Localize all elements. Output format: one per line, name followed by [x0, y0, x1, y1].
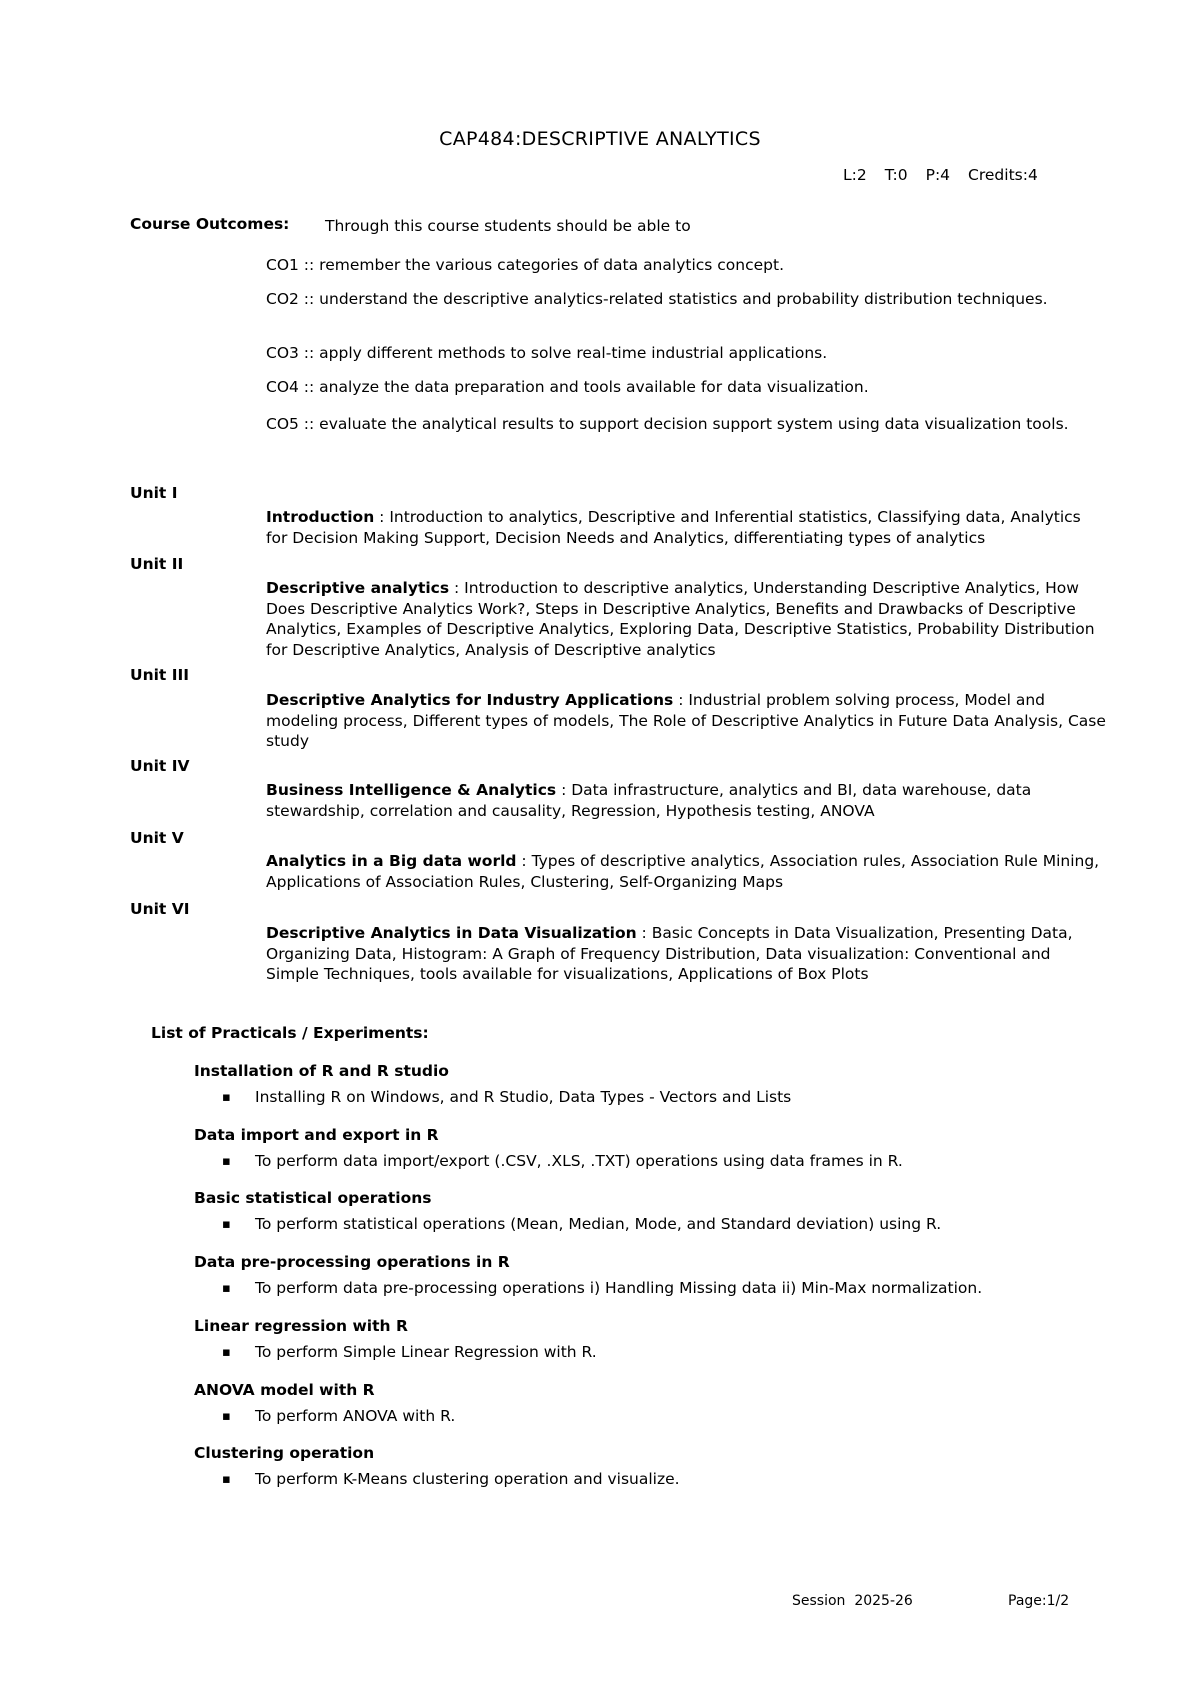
course-outcome-5: CO5 :: evaluate the analytical results to support decision support system using data visualization tools. [266, 415, 1069, 433]
unit-content [266, 780, 1106, 821]
credit-structure [843, 166, 1038, 184]
experiment-item: To perform statistical operations (Mean, Median, Mode, and Standard deviation) using R. [255, 1215, 942, 1233]
experiment-item: To perform Simple Linear Regression with R. [255, 1343, 597, 1361]
unit-topics: Introduction to analytics, Descriptive and Inferential statistics, Classifying data, Analytics for Decision Making Support, Decision Needs and Analytics, differentiating types of analytics [266, 508, 1081, 547]
lecture-hours: L:2 [843, 166, 867, 184]
experiment-title: Data import and export in R [194, 1126, 439, 1144]
bullet-icon: ▪ [222, 1281, 231, 1296]
course-title: CAP484:DESCRIPTIVE ANALYTICS [439, 128, 761, 150]
unit-separator: : [556, 781, 572, 799]
unit-label: Unit IV [130, 757, 190, 775]
unit-separator: : [673, 691, 689, 709]
practicals-title: List of Practicals / Experiments: [151, 1024, 429, 1042]
experiment-item: To perform ANOVA with R. [255, 1407, 456, 1425]
unit-heading: Introduction [266, 508, 375, 526]
unit-heading: Business Intelligence & Analytics [266, 781, 557, 799]
credits: Credits:4 [968, 166, 1038, 184]
experiment-title: Installation of R and R studio [194, 1062, 449, 1080]
course-outcome-2: CO2 :: understand the descriptive analytics-related statistics and probability distribution techniques. [266, 290, 1048, 308]
experiment-item: To perform data import/export (.CSV, .XLS, .TXT) operations using data frames in R. [255, 1152, 903, 1170]
experiment-item: To perform data pre-processing operations i) Handling Missing data ii) Min-Max normalization. [255, 1279, 983, 1297]
unit-topics: Data infrastructure, analytics and BI, data warehouse, data stewardship, correlation and causality, Regression, Hypothesis testing, ANOVA [266, 781, 1032, 820]
experiment-item: Installing R on Windows, and R Studio, Data Types - Vectors and Lists [255, 1088, 792, 1106]
unit-separator: : [516, 852, 532, 870]
unit-heading: Descriptive Analytics for Industry Applications [266, 691, 674, 709]
unit-topics: Basic Concepts in Data Visualization, Presenting Data, Organizing Data, Histogram: A Graph of Frequency Distribution, Data visualization: Conventional and Simple Techniques, tools available for visualizations, Applications of Box Plots [266, 924, 1073, 983]
unit-separator: : [449, 579, 465, 597]
unit-content [266, 923, 1106, 985]
unit-content [266, 578, 1106, 660]
unit-label: Unit I [130, 484, 178, 502]
bullet-icon: ▪ [222, 1345, 231, 1360]
unit-separator: : [636, 924, 652, 942]
experiment-title: Basic statistical operations [194, 1189, 432, 1207]
course-outcome-3: CO3 :: apply different methods to solve real-time industrial applications. [266, 344, 828, 362]
tutorial-hours: T:0 [884, 166, 908, 184]
unit-separator: : [374, 508, 390, 526]
unit-heading: Descriptive analytics [266, 579, 450, 597]
experiment-item: To perform K-Means clustering operation and visualize. [255, 1470, 680, 1488]
course-outcome-1: CO1 :: remember the various categories of data analytics concept. [266, 256, 785, 274]
course-outcome-4: CO4 :: analyze the data preparation and tools available for data visualization. [266, 378, 869, 396]
bullet-icon: ▪ [222, 1090, 231, 1105]
bullet-icon: ▪ [222, 1409, 231, 1424]
unit-content [266, 507, 1106, 548]
page-number: Page:1/2 [1008, 1593, 1070, 1609]
unit-label: Unit V [130, 829, 184, 847]
unit-label: Unit III [130, 666, 190, 684]
bullet-icon: ▪ [222, 1154, 231, 1169]
unit-label: Unit II [130, 555, 184, 573]
unit-label: Unit VI [130, 900, 190, 918]
experiment-title: ANOVA model with R [194, 1381, 375, 1399]
unit-topics: Introduction to descriptive analytics, Understanding Descriptive Analytics, How Does Descriptive Analytics Work?, Steps in Descriptive Analytics, Benefits and Drawbacks of Descriptive Analytics, Examples of Descriptive Analytics, Exploring Data, Descriptive Statistics, Probability Distribution for Descriptive Analytics, Analysis of Descriptive analytics [266, 579, 1095, 659]
course-outcomes-intro: Through this course students should be able to [325, 217, 691, 235]
bullet-icon: ▪ [222, 1472, 231, 1487]
bullet-icon: ▪ [222, 1217, 231, 1232]
unit-topics: Industrial problem solving process, Model and modeling process, Different types of models, The Role of Descriptive Analytics in Future Data Analysis, Case study [266, 691, 1106, 750]
practical-hours: P:4 [925, 166, 951, 184]
unit-topics: Types of descriptive analytics, Association rules, Association Rule Mining, Applications of Association Rules, Clustering, Self-Organizing Maps [266, 852, 1100, 891]
unit-heading: Analytics in a Big data world [266, 852, 517, 870]
unit-heading: Descriptive Analytics in Data Visualization [266, 924, 637, 942]
experiment-title: Clustering operation [194, 1444, 375, 1462]
unit-content [266, 690, 1106, 752]
session-label: Session 2025-26 [792, 1593, 913, 1609]
unit-content [266, 851, 1106, 892]
experiment-title: Linear regression with R [194, 1317, 408, 1335]
course-outcomes-label: Course Outcomes: [130, 215, 290, 233]
experiment-title: Data pre-processing operations in R [194, 1253, 510, 1271]
